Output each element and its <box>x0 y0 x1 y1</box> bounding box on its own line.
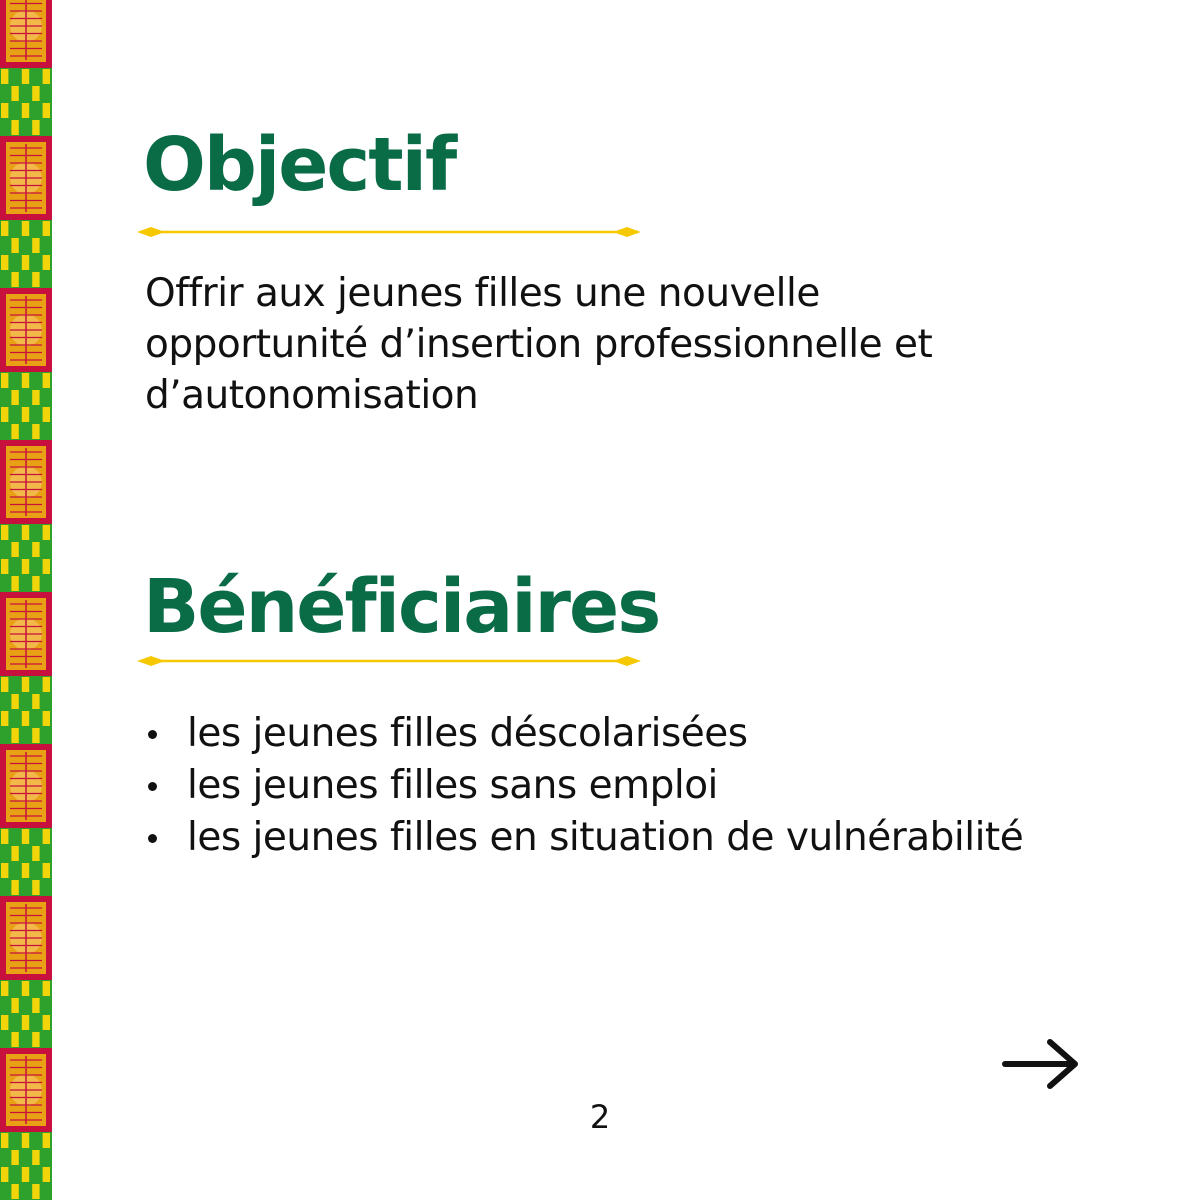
beneficiaires-list <box>145 708 1045 864</box>
list-item: les jeunes filles en situation de vulnérabilité <box>145 812 1045 864</box>
arrow-right-icon[interactable] <box>1000 1034 1082 1094</box>
kente-pattern-strip <box>0 0 52 1200</box>
page-number: 2 <box>589 1098 611 1136</box>
list-item: les jeunes filles sans emploi <box>145 760 1045 812</box>
objectif-title: Objectif <box>143 122 456 208</box>
title-divider <box>137 653 641 669</box>
title-divider <box>137 224 641 240</box>
beneficiaires-title: Bénéficiaires <box>143 564 660 650</box>
list-item: les jeunes filles déscolarisées <box>145 708 1045 760</box>
objectif-description: Offrir aux jeunes filles une nouvelle opportunité d’insertion professionnelle et d’autonomisation <box>145 271 933 418</box>
